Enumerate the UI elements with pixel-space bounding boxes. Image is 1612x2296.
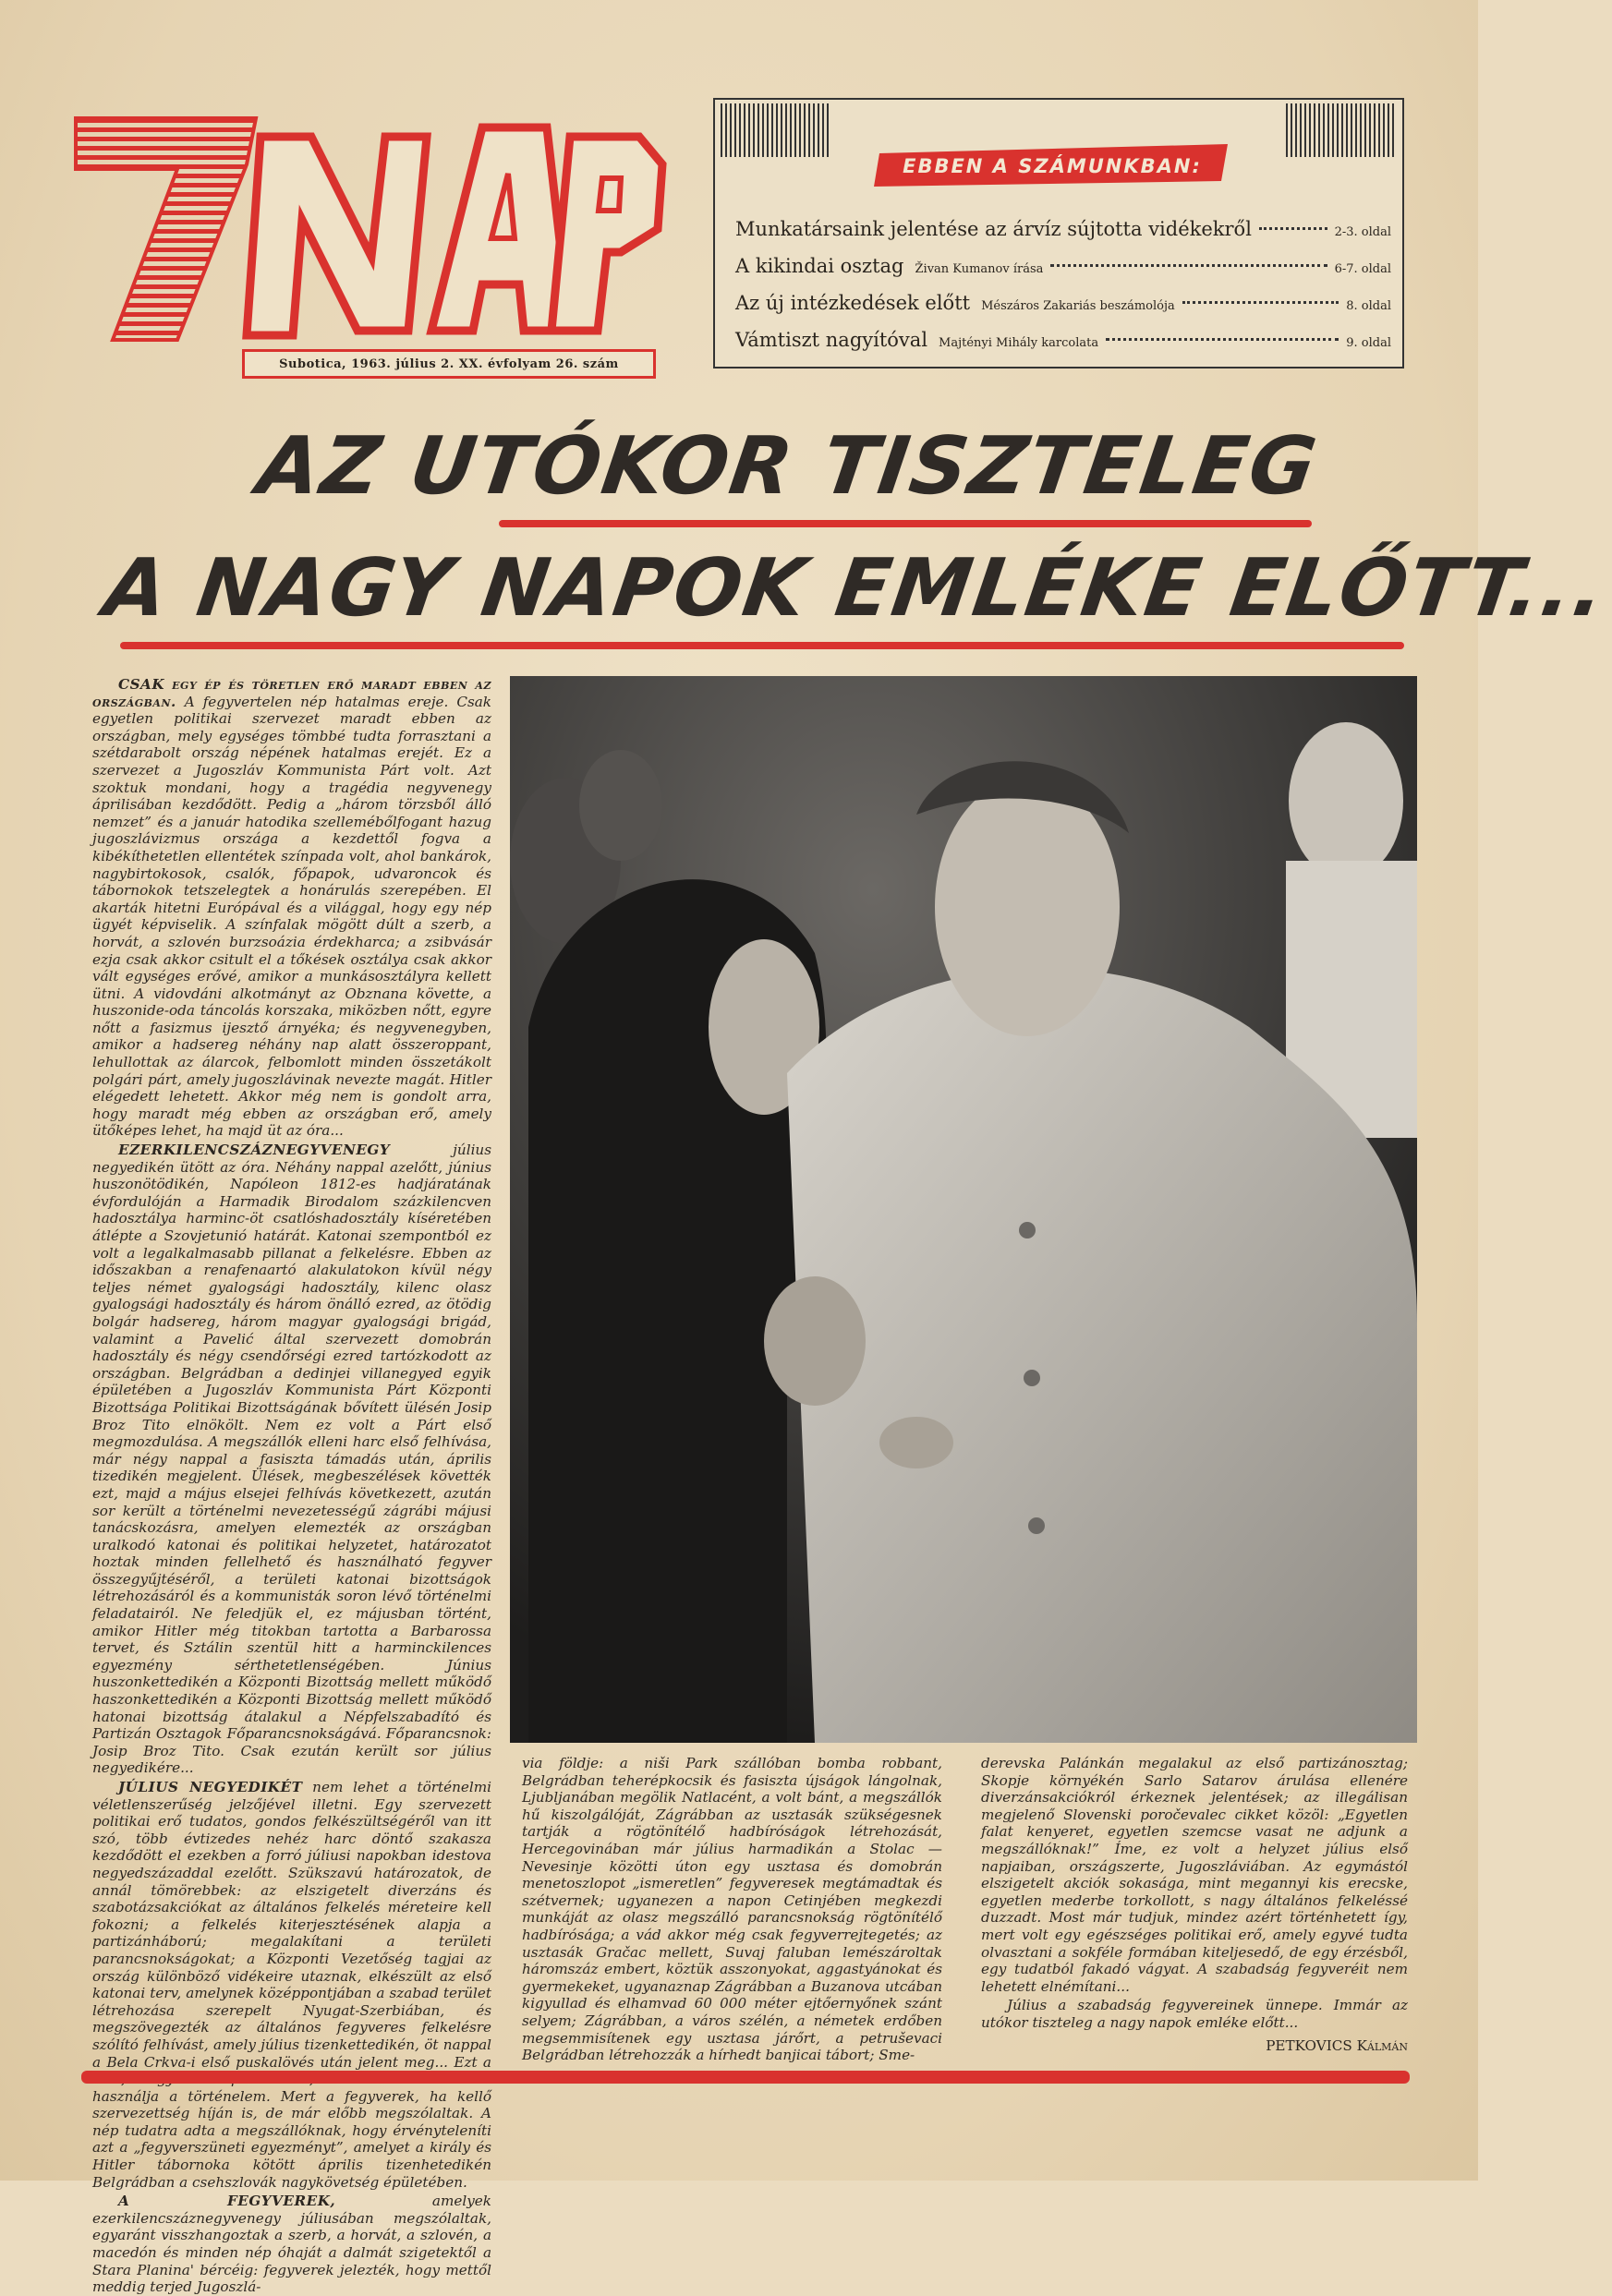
contents-banner <box>872 140 1232 188</box>
article-column-2 <box>522 1755 942 2064</box>
paragraph-lead: EZERKILENCSZÁZNEGYVENEGY <box>118 1142 391 1159</box>
toc-title: Vámtiszt nagyítóval <box>735 329 928 351</box>
footer-red-bar <box>81 2071 1410 2084</box>
toc-title: A kikindai osztag <box>735 255 904 277</box>
toc-page: 9. oldal <box>1346 336 1391 350</box>
toc-title: Munkatársaink jelentése az árvíz sújtotta vidékekről <box>735 218 1252 240</box>
toc-author: Živan Kumanov írása <box>915 262 1044 276</box>
headline-underline-1 <box>499 520 1312 527</box>
paragraph-lead: A FEGYVEREK, <box>118 2193 336 2210</box>
paragraph <box>92 2193 491 2296</box>
toc-item[interactable] <box>735 292 1391 329</box>
paragraph <box>92 676 491 1140</box>
toc-page: 6-7. oldal <box>1334 262 1391 276</box>
article-column-1 <box>92 676 491 2296</box>
paragraph <box>92 1142 491 1777</box>
paragraph: Július a szabadság fegyvereinek ünnepe. Immár az utókor tiszteleg a nagy napok emléke előtt... <box>981 1997 1408 2031</box>
headline <box>92 420 1612 674</box>
masthead-logo <box>67 100 667 377</box>
dateline: Subotica, 1963. július 2. XX. évfolyam 26. szám <box>242 349 656 379</box>
toc-leader <box>1050 264 1327 267</box>
toc-leader <box>1106 338 1339 341</box>
toc-page: 8. oldal <box>1346 299 1391 313</box>
toc-leader <box>1182 301 1339 304</box>
paragraph-text: nem lehet a történelmi véletlenszerűség jelzőjével illetni. Egy szervezett politikai erő tudatos, gondos felkészültségéről van itt szó, több évtizedes nehéz harc döntő szakasza kezdődött el ezekben a forró júliusi napokban idestova negyedszázaddal ezelőtt. Szükszavú határozatok, de annál tömörebbek: az elszigetelt diverzáns és szabotázsakciókat az általános felkelés méreteire kell fokozni; a felkelés kiterjesztésének alapja a partizánháború; megalakítani a területi parancsnokságokat; a Központi Vezetőség tagjai az ország különböző vidékeire utaznak, elkészült az első katonai terv, amelynek középpontjában a szabad terület létrehozása szerepelt Nyugat-Szerbiában, és megszövegezték az általános fegyveres felkelésre szólító felhívást, amely július tizenkettedikén, öt nappal a Bela Crkva-i első puskalövés után jelent meg... Ezt a használja a történelem. Mert a fegyverek, ha kellő szervezettség híján is, de már előbb megszólaltak. A nép tudatra adta a megszállóknak, hogy érvényteleníti azt a „fegyverszüneti egyezményt”, amelyet a király és Hitler tábornoka kötött április tizenhetedikén Belgrádban a csehszlovák nagykövetség épületében. <box>92 1779 491 2191</box>
main-photo <box>510 676 1417 1743</box>
toc-leader <box>1259 227 1327 230</box>
toc-title: Az új intézkedések előtt <box>735 292 971 314</box>
paragraph <box>92 1779 491 2191</box>
paragraph-text: amelyek ezerkilencszáznegyvenegy júliusában megszólaltak, egyaránt visszhangoztak a szerb, a horvát, a szlovén, a macedón és minden nép óhaját a dalmát szigetektől a Stara Planina' bércéig: fegyverek jelezték, hogy mettől meddig terjed Jugoszlá- <box>92 2193 491 2296</box>
toc-page: 2-3. oldal <box>1334 225 1391 239</box>
toc-list <box>735 218 1391 366</box>
paragraph-text: július negyedikén ütött az óra. Néhány nappal azelőtt, június huszonötödikén, Napóleon 1812-es hadjáratának évfordulóján a Harmadik Birodalom százkilencven hadosztálya harminc-öt csatlóshadosztály kíséretében átlépte a Szovjetunió határát. Katonai szempontból ez volt a legalkalmasabb pillanat a felkelésre. Ebben az időszakban a renafenaartó alakulatokon kívül négy teljes német gyalogsági hadosztály, kilenc olasz gyalogsági hadosztály és három önálló ezred, az ötödig bolgár hadsereg, három magyar gyalogsági brigád, valamint a Pavelić által szervezett domobrán hadosztály és négy csendőrségi ezred tartózkodott az országban. Belgrádban a dedinjei villanegyed egyik épületében a Jugoszláv Kommunista Párt Központi Bizottsága Politikai Bizottságának bővített ülésén Josip Broz Tito elnökölt. Nem ez volt a Párt első megmozdulása. A megszállók elleni harc első felhívása, már négy nappal a fasiszta támadás után, április tizedikén megjelent. Ülések, megbeszélések követték ezt, majd a május elsejei felhívás következett, azután sor került a történelmi nevezetességű zágrábi májusi tanácskozásra, amelyen elemezték az országban uralkodó katonai és politikai helyzetet, határozatot hoztak minden fellelhető és használható fegyver összegyűjtéséről, a területi katonai bizottságok létrehozásáról és a kommunisták soron lévő történelmi feladatairól. Ne feledjük el, ez májusban történt, amikor Hitler még titokban tartotta a Barbarossa tervet, és Sztálin szentül hitt a harminckilences egyezmény sérthetetlenségében. Június huszonkettedikén a Központi Bizottság mellett működő haszonkettedikén a Központi Bizottság mellett működő hatonai bizottság átalakul a Népfelszabadító és Partizán Osztagok Főparancsnokságává. Főparancsnok: Josip Broz Tito. Csak ezután került sor július negyedikére... <box>92 1142 491 1777</box>
headline-line-1: AZ UTÓKOR TISZTELEG <box>251 420 1324 513</box>
toc-author: Mészáros Zakariás beszámolója <box>981 299 1175 313</box>
headline-line-2: A NAGY NAPOK EMLÉKE ELŐTT... <box>98 542 1612 634</box>
paragraph: via földje: a niši Park szállóban bomba robbant, Belgrádban teherépkocsik és fasiszta újságok lángolnak, Ljubljanában megölik Natlacént, a volt bánt, a megszállók hű kiszolgálóját, Zágrábban az usztasák szükségesnek tartják a rögtönítélő hadbíróságok létrehozását, Hercegovinában már július harmadikán a Stolac — Nevesinje közötti úton egy usztasa és domobrán menetoszlopot „ismeretlen” fegyveresek megtámadtak és szétvernek; ugyanezen a napon Cetinjében megkezdi munkáját az olasz megszálló parancsnokság rögtönítélő hadbírósága; a vád akkor még csak fegyverrejtegetés; az usztasák Gračac mellett, Suvaj faluban lemészároltak háromszáz embert, köztük asszonyokat, aggastyánokat és gyermekeket, ugyanaznap Zágrábban a Buzanova utcában kigyullad és elhamvad 60 000 méter ejtőernyőnek szánt selyem; Zágrábban, a város szélén, a németek erdőben megsemmisítenek egy usztasa járőrt, a petruševaci Belgrádban létrehozzák a hírhedt banjicai tábort; Sme- <box>522 1755 942 2064</box>
contents-hatch-right <box>1286 103 1397 157</box>
article-column-3 <box>981 1755 1408 2054</box>
contents-banner-text: EBBEN A SZÁMUNKBAN: <box>903 155 1202 177</box>
toc-item[interactable] <box>735 218 1391 255</box>
paragraph-text: A fegyvertelen nép hatalmas ereje. Csak egyetlen politikai szervezet maradt ebben az országban, mely egységes tömbbé tudta forrasztani a szétdarabolt ország népének hatalmas erejét. Ez a szervezet a Jugoszláv Kommunista Párt volt. Azt szoktuk mondani, hogy a tragédia negyvenegy áprilisában kezdődött. Pedig a „három törzsből álló nemzet” és a január hatodika szellemébőlfogant hazug jugoszlávizmus országa a kezdettől fogva a kibékíthetetlen ellentétek színpada volt, ahol bankárok, nagybirtokosok, csalók, főpapok, udvaroncok és tábornokok tetszelegtek a honárulás szerepében. El akarták hitetni Európával és a világgal, hogy egy nép ügyét képviselik. A színfalak mögött dúlt a szerb, a horvát, a szlovén burzsoázia érdekharca; a zsibvásár ezja csak akkor csitult el a tőkések osztálya csak akkor vált egységes erővé, amikor a munkásosztályra kellett ütni. A vidovdáni alkotmányt az Obznana követte, a huszonide-oda táncolás korszaka, miközben nőtt, egyre nőtt a fasizmus ijesztő árnyéka; és negyvenegyben, amikor a hadsereg néhány nap alatt összeroppant, lehullottak az álarcok, felbomlott minden összetákolt polgári párt, amely jugoszlávinak nevezte magát. Hitler elégedett lehetett. Akkor még nem is gondolt arra, hogy maradt még ebben az országban erő, amely ütőképes lehet, ha majd üt az óra... <box>92 693 491 1140</box>
author-signature: PETKOVICS Kálmán <box>1266 2036 1408 2054</box>
paragraph-lead: JÚLIUS NEGYEDIKÉT <box>118 1779 303 1795</box>
toc-item[interactable] <box>735 255 1391 292</box>
toc-item[interactable] <box>735 329 1391 366</box>
paragraph: derevska Palánkán megalakul az első partizánosztag; Skopje környékén Sarlo Satarov árulása ellenére diverzánsakciókról érkeznek jelentések; az illegálisan megjelenő Slovenski poročevalec cikket közöl: „Egyetlen falat kenyeret, egyetlen szemcse vasat ne adjunk a megszállóknak!” Íme, ez volt a helyzet július első napjaiban, országszerte, Jugoszláviában. Az egymástól elszigetelt akciók sokasága, mint megannyi kis erecske, egyetlen mederbe torkollott, s nagy általános felkeléssé duzzadt. Most már tudjuk, mindez azért történhetett így, mert volt egy egészséges politikai erő, amely egyvé tudta olvasztani a sokféle formában kiteljesedő, de egy érzésből, egy tudatból fakadó vágyat. A szabadság fegyveréit nem lehetett elnémítani... <box>981 1755 1408 1995</box>
contents-hatch-left <box>721 103 831 157</box>
toc-author: Majtényi Mihály karcolata <box>939 336 1099 350</box>
headline-underline-2 <box>120 642 1404 649</box>
paragraph-lead: CSAK egy ép és töretlen erő maradt ebben az országban. <box>92 676 491 710</box>
contents-box <box>713 98 1404 369</box>
